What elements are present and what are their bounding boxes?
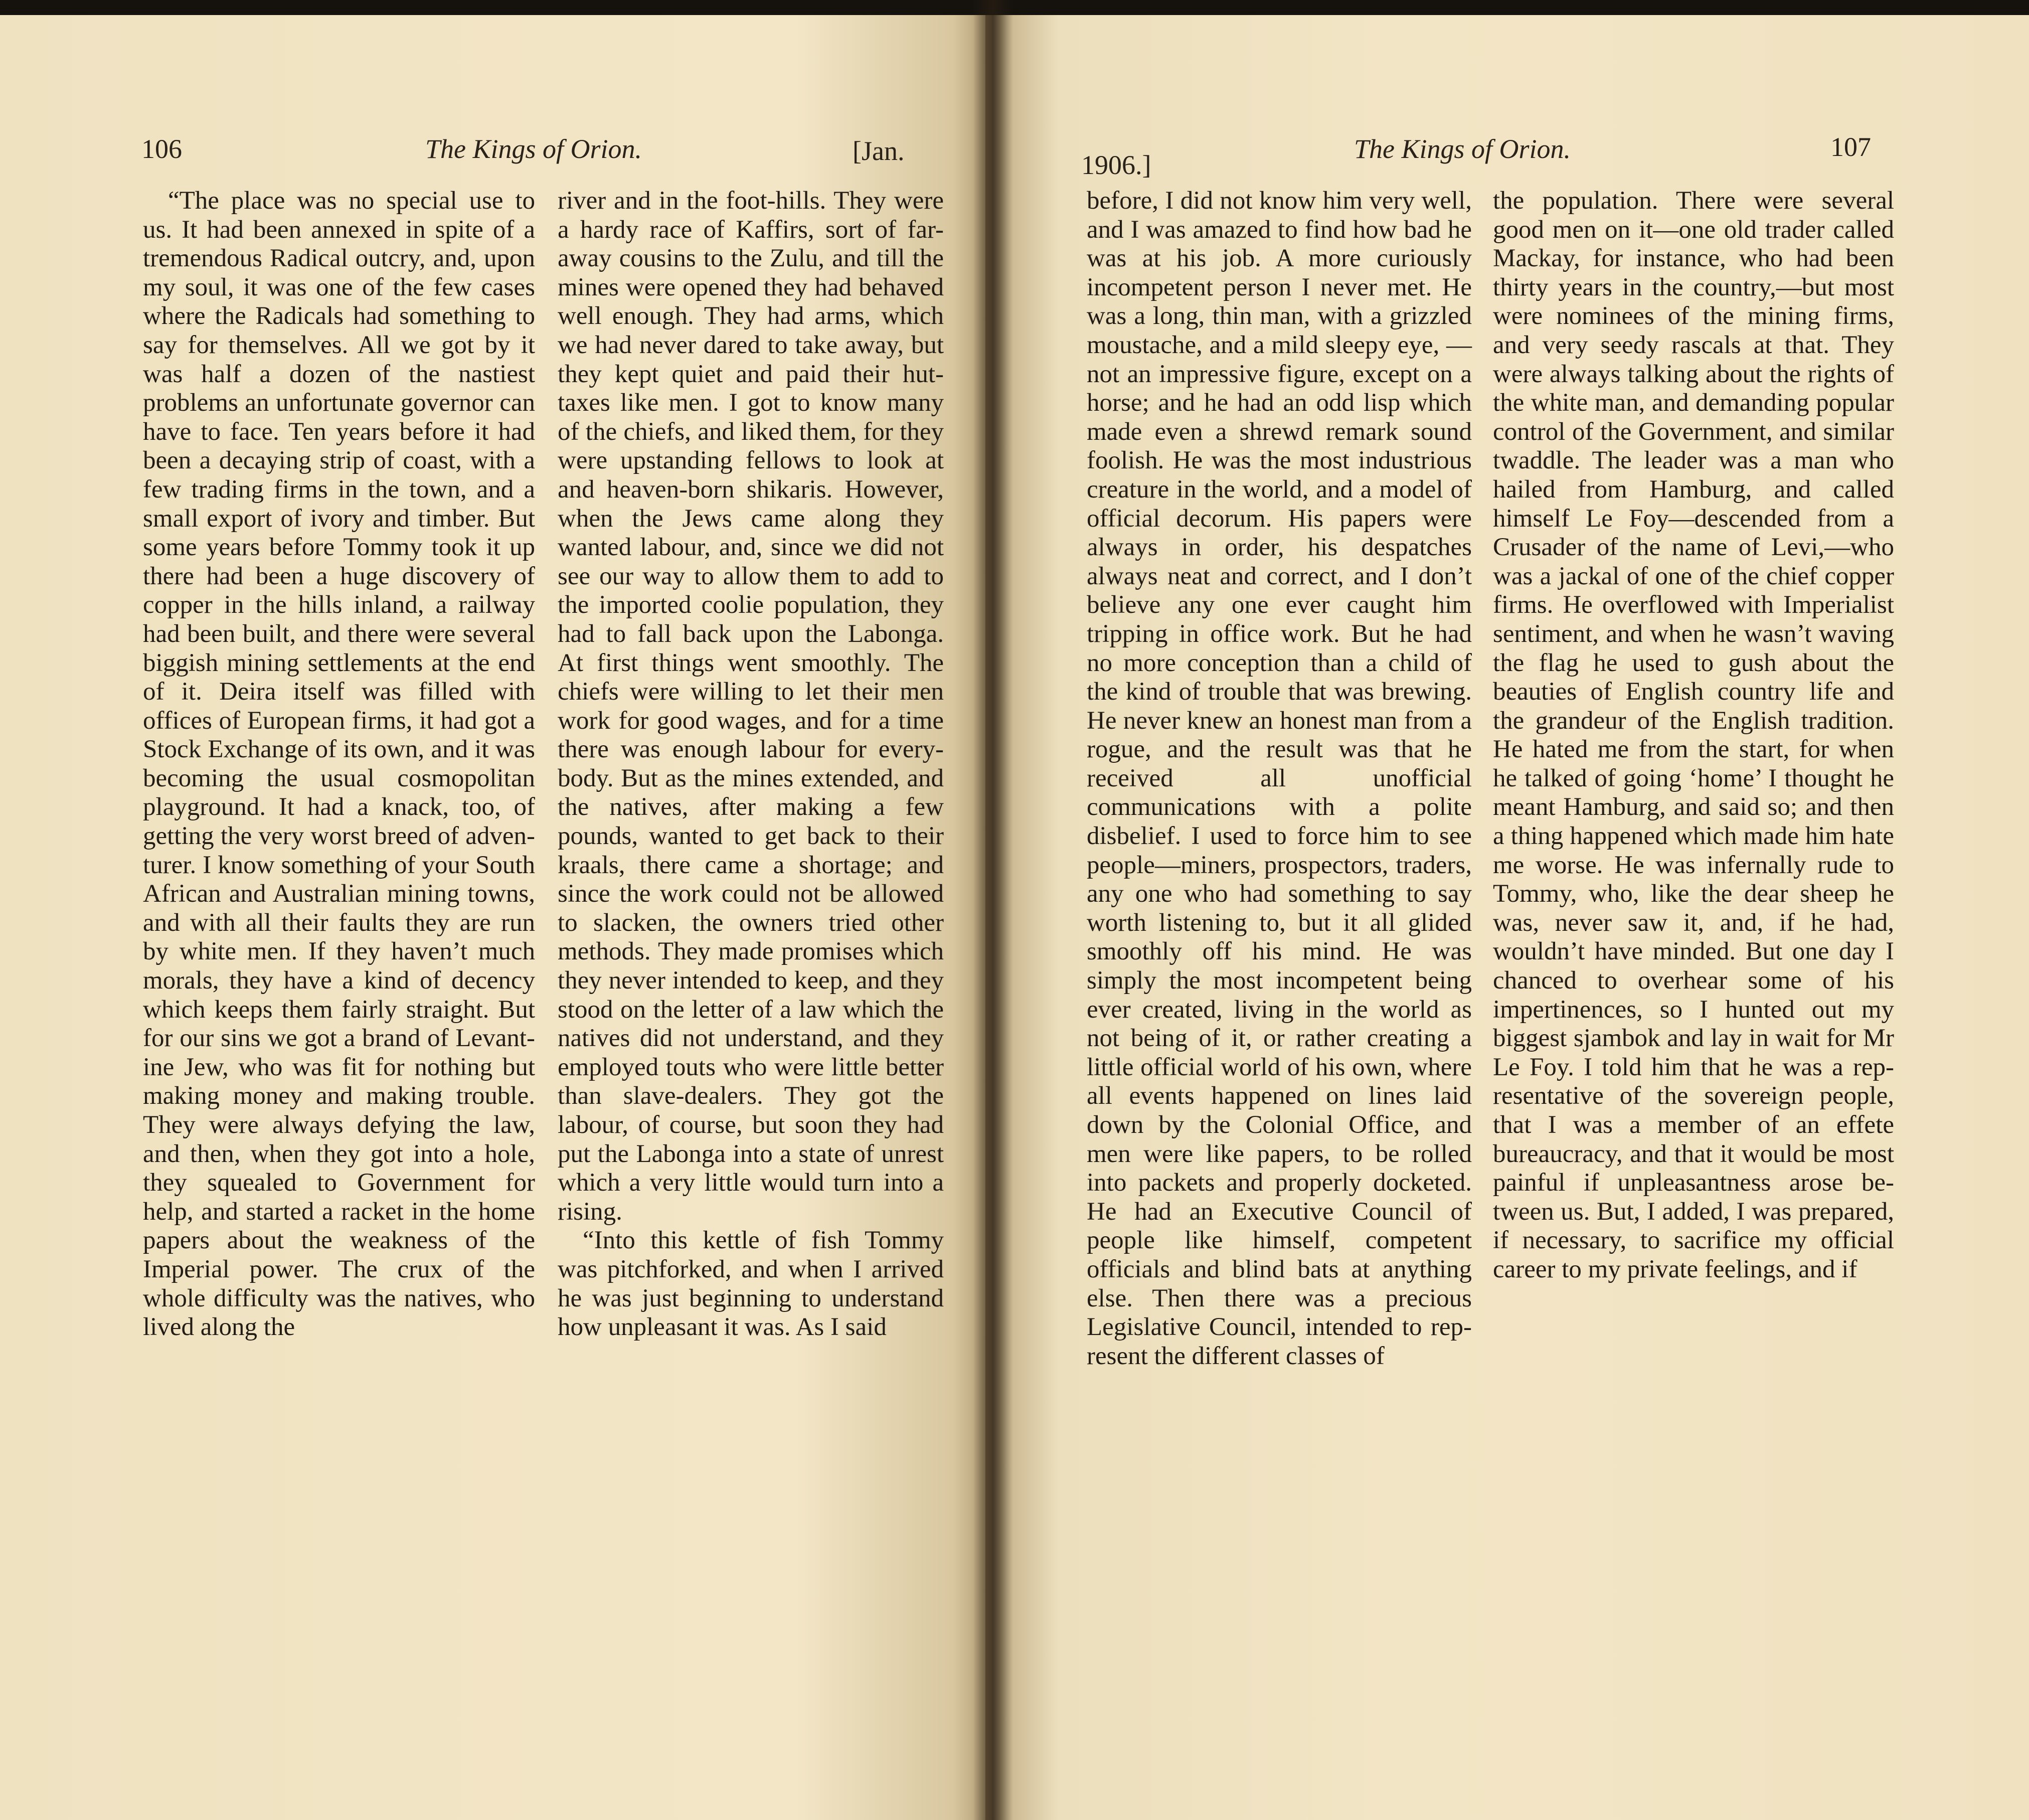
right-header-year: 1906.] (1081, 150, 1151, 180)
left-header-month: [Jan. (853, 136, 905, 166)
paragraph: the population. There were several good men on it—one old trader called Mackay, for instance, who had been thirty years in the country,—but most were nominees of the mining firms, and very seedy rascals at that. They were always talking about the rights of the white man, and demanding popular control of the Government, and similar twaddle. The leader was a man who hailed from Hamburg, and called himself Le Foy—descended from a Crusader of the name of Levi,—who was a jackal of one of the chief copper firms. He overflowed with Imperialist sentiment, and when he wasn’t waving the flag he used to gush about the beauties of English country life and the grandeur of the English tradition. He hated me from the start, for when he talked of going ‘home’ I thought he meant Hamburg, and said so; and then a thing happened which made him hate me worse. He was infernally rude to Tommy, who, like the dear sheep he was, never saw it, and, if he had, wouldn’t have minded. But one day I chanced to overhear some of his impertinences, so I hunted out my biggest sjambok and lay in wait for Mr Le Foy. I told him that he was a representative of the sovereign people, that I was a member of an effete bureaucracy, and that it would be most painful if unpleasantness arose between us. But, I added, I was prepared, if necessary, to sacrifice my official career to my private feelings, and if (1493, 187, 1894, 1283)
paragraph: “Into this kettle of fish Tommy was pitchforked, and when I arrived he was just beginning to understand how unpleasant it was. As I said (558, 1226, 944, 1342)
paragraph: river and in the foot-hills. They were a hardy race of Kaffirs, sort of far-away cousins to the Zulu, and till the mines were opened they had behaved well enough. They had arms, which we had never dared to take away, but they kept quiet and paid their hut-taxes like men. I got to know many of the chiefs, and liked them, for they were upstanding fellows to look at and heaven-born shikaris. However, when the Jews came along they wanted labour, and, since we did not see our way to allow them to add to the imported coolie population, they had to fall back upon the Labonga. At first things went smoothly. The chiefs were willing to let their men work for good wages, and for a time there was enough labour for everybody. But as the mines extended, and the natives, after making a few pounds, wanted to get back to their kraals, there came a shortage; and since the work could not be allowed to slacken, the owners tried other methods. They made promises which they never intended to keep, and they stood on the letter of a law which the natives did not understand, and they employed touts who were little better than slave-dealers. They got the labour, of course, but soon they had put the Labonga into a state of unrest which a very little would turn into a rising. (558, 187, 944, 1226)
right-page-number: 107 (1830, 132, 1871, 162)
paragraph: before, I did not know him very well, and I was amazed to find how bad he was at his job. A more curiously incompetent person I never met. He was a long, thin man, with a grizzled moustache, and a mild sleepy eye, —not an impressive figure, except on a horse; and he had an odd lisp which made even a shrewd remark sound foolish. He was the most industrious creature in the world, and a model of official decorum. His papers were always in order, his despatches always neat and correct, and I don’t believe any one ever caught him tripping in office work. But he had no more conception than a child of the kind of trouble that was brewing. He never knew an honest man from a rogue, and the result was that he received all unofficial communications with a polite disbelief. I used to force him to see people—miners, prospectors, traders, any one who had something to say worth listening to, but it all glided smoothly off his mind. He was simply the most incompetent being ever created, living in the world as not being of it, or rather creating a little official world of his own, where all events happened on lines laid down by the Colonial Office, and men were like papers, to be rolled into packets and properly docketed. He had an Executive Council of people like himself, competent officials and blind bats at anything else. Then there was a precious Legislative Council, intended to represent the different classes of (1087, 187, 1472, 1370)
right-page (985, 15, 2029, 1820)
left-page (0, 15, 993, 1820)
book-gutter-shadow (973, 0, 1013, 1820)
right-column-1 (1087, 187, 1472, 1371)
left-running-title: The Kings of Orion. (425, 134, 642, 164)
left-column-1 (143, 187, 535, 1342)
right-running-title: The Kings of Orion. (1354, 134, 1571, 164)
right-column-2 (1493, 187, 1894, 1284)
left-column-2 (558, 187, 944, 1342)
left-page-number: 106 (141, 134, 182, 164)
paragraph: “The place was no special use to us. It had been annexed in spite of a tremendous Radical outcry, and, upon my soul, it was one of the few cases where the Radicals had something to say for themselves. All we got by it was half a dozen of the nastiest problems an unfortunate governor can have to face. Ten years before it had been a decaying strip of coast, with a few trading firms in the town, and a small export of ivory and timber. But some years before Tommy took it up there had been a huge discovery of copper in the hills inland, a railway had been built, and there were several biggish mining settlements at the end of it. Deira itself was filled with offices of European firms, it had got a Stock Exchange of its own, and it was becoming the usual cosmopolitan playground. It had a knack, too, of getting the very worst breed of adventurer. I know something of your South African and Australian mining towns, and with all their faults they are run by white men. If they haven’t much morals, they have a kind of decency which keeps them fairly straight. But for our sins we got a brand of Levantine Jew, who was fit for nothing but making money and making trouble. They were always defying the law, and then, when they got into a hole, they squealed to Government for help, and started a racket in the home papers about the weakness of the Imperial power. The crux of the whole difficulty was the natives, who lived along the (143, 187, 535, 1342)
